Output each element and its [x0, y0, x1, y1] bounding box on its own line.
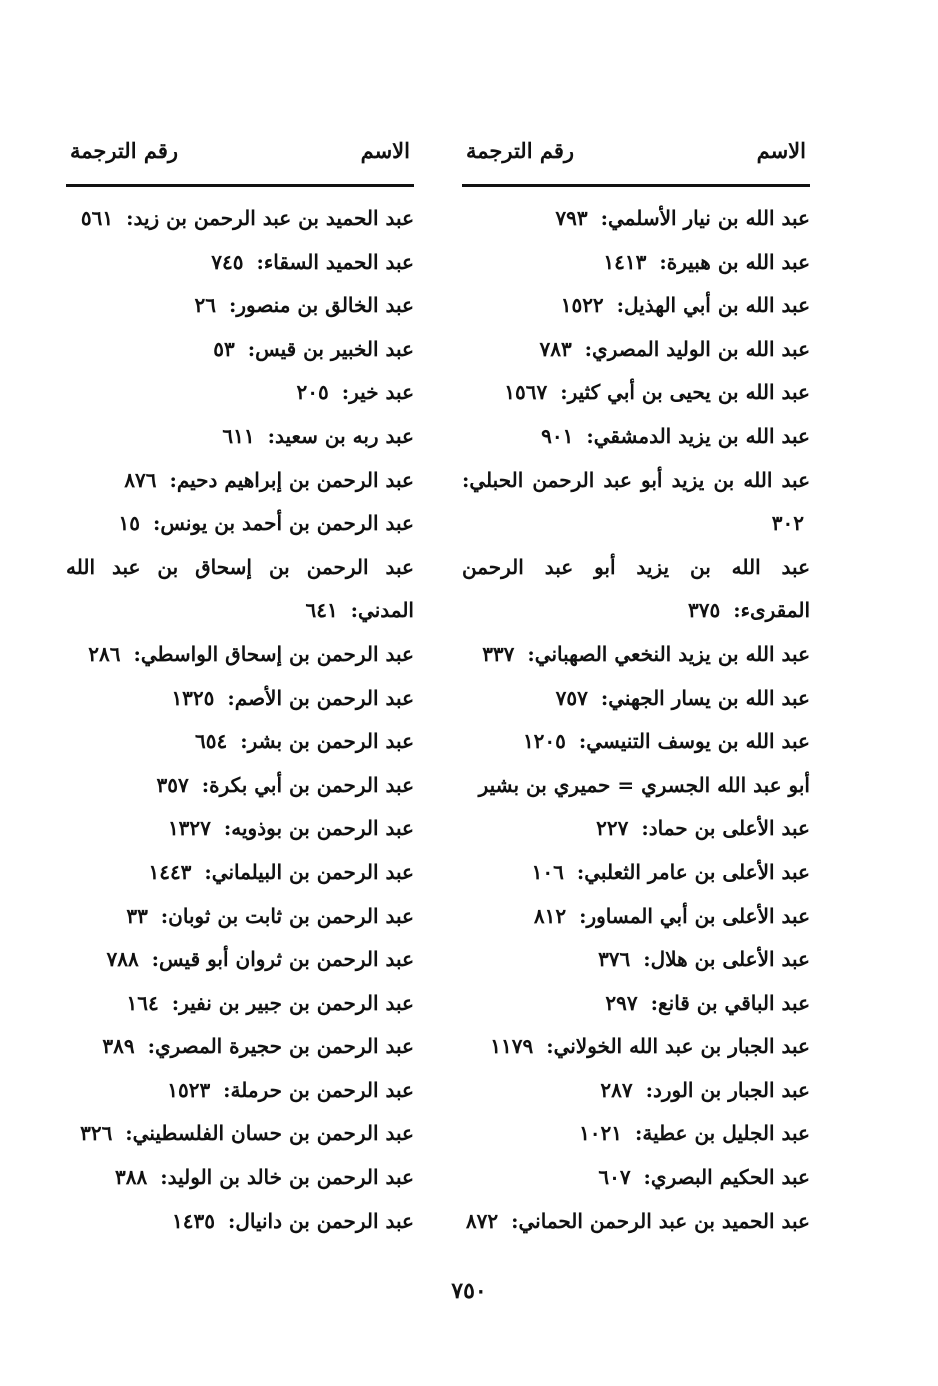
index-entry: [66, 328, 414, 372]
index-entry: [66, 677, 414, 721]
entry-name: عبد الرحمن بن جبير بن نفير:: [171, 990, 414, 1015]
entry-name: عبد الله بن يسار الجهني:: [600, 685, 810, 710]
entry-name: أبو عبد الله الجسري = حميري بن بشير: [478, 772, 810, 797]
index-entry: [462, 851, 810, 895]
entry-name: عبد الرحمن بن البيلماني:: [204, 859, 414, 884]
index-entry: [462, 938, 810, 982]
entry-number: ٣٠٢: [771, 511, 804, 536]
index-entry: [462, 807, 810, 851]
entry-number: ٣٣: [126, 903, 148, 928]
index-entry: [462, 415, 810, 459]
entry-number: ٢٨٦: [88, 641, 121, 666]
entry-name: عبد الرحمن بن إسحاق الواسطي:: [133, 641, 414, 666]
entry-number: ٣٨٨: [115, 1165, 148, 1190]
entry-number: ٨٧٢: [465, 1208, 499, 1233]
entry-name: عبد الله بن يوسف التنيسي:: [578, 729, 810, 754]
number-header: رقم الترجمة: [466, 138, 575, 163]
entry-number: ٧٥٧: [555, 685, 588, 710]
entry-number: ١٥٢٢: [560, 293, 604, 318]
entry-name: عبد الرحمن بن بوذويه:: [223, 816, 414, 841]
entry-number: ١٥٦٧: [504, 380, 548, 405]
index-entry: [66, 459, 414, 503]
entry-number: ١١٧٩: [490, 1034, 534, 1059]
entry-name: عبد الله بن نيار الأسلمي:: [600, 206, 810, 230]
entry-list: [462, 197, 810, 1243]
entry-name: عبد الأعلى بن هلال:: [643, 947, 810, 972]
column-header: [66, 138, 414, 172]
entry-name: عبد الرحمن بن أبي بكرة:: [201, 772, 414, 797]
entry-number: ٨١٢: [533, 903, 567, 928]
index-entry: [462, 459, 810, 546]
index-entry: [66, 1025, 414, 1069]
entry-number: ٧٨٨: [106, 947, 139, 972]
entry-name: عبد الخبير بن قيس:: [247, 336, 414, 361]
index-entry: [66, 895, 414, 939]
entry-number: ٢٢٧: [596, 816, 629, 841]
index-entry: [66, 546, 414, 633]
index-entry: [462, 546, 810, 633]
entry-number: ١٤١٣: [603, 249, 647, 274]
entry-name: عبد الرحمن بن أحمد بن يونس:: [152, 511, 414, 536]
entry-name: عبد الأعلى بن حماد:: [641, 816, 810, 841]
entry-number: ١٦٤: [126, 990, 159, 1015]
entry-name: عبد الله بن هبيرة:: [659, 249, 810, 274]
entry-number: ٣٧٦: [598, 947, 631, 972]
entry-number: ١٤٣٥: [172, 1208, 215, 1233]
index-entry: [462, 720, 810, 764]
entry-name: عبد الله بن الوليد المصري:: [584, 336, 810, 361]
entry-name: عبد الجليل بن عطية:: [635, 1121, 810, 1146]
index-entry: [66, 502, 414, 546]
entry-number: ٧٩٣: [555, 206, 588, 230]
index-entry: [462, 1200, 810, 1244]
entry-name: عبد الله بن يزيد النخعي الصهباني:: [527, 641, 810, 666]
entry-number: ١٠٢١: [579, 1121, 623, 1146]
entry-name: عبد الحكيم البصري:: [643, 1165, 810, 1190]
entry-name: عبد الرحمن بن بشر:: [240, 729, 414, 754]
index-entry: [66, 1112, 414, 1156]
index-entry: [462, 197, 810, 241]
entry-number: ٧٤٥: [211, 249, 244, 274]
entry-list: [66, 197, 414, 1243]
entry-name: عبد الله بن يحيى بن أبي كثير:: [560, 380, 810, 405]
entry-name: عبد الجبار بن الورد:: [645, 1077, 810, 1102]
entry-number: ٢٩٧: [605, 990, 638, 1015]
entry-number: ٣٧٥: [687, 598, 721, 623]
index-entry: [462, 371, 810, 415]
entry-number: ١٠٦: [531, 859, 564, 884]
index-entry: [66, 851, 414, 895]
index-entry: [462, 241, 810, 285]
entry-name: عبد الحميد بن عبد الرحمن بن زيد:: [126, 206, 414, 230]
entry-number: ٩٠١: [541, 423, 574, 448]
entry-number: ٨٧٦: [124, 467, 157, 492]
entry-name: عبد خير:: [341, 380, 414, 405]
entry-name: عبد الله بن يزيد أبو عبد الرحمن المقرىء:: [462, 554, 810, 623]
index-entry: [66, 764, 414, 808]
header-rule: [462, 184, 810, 187]
entry-name: عبد ربه بن سعيد:: [267, 423, 414, 448]
page-number: ٧٥٠: [451, 1278, 487, 1304]
index-entry: [66, 807, 414, 851]
entry-name: عبد الرحمن بن إبراهيم دحيم:: [169, 467, 414, 492]
index-entry: [66, 1069, 414, 1113]
entry-name: عبد الرحمن بن الأصم:: [227, 685, 414, 710]
entry-number: ٣٣٧: [482, 641, 515, 666]
index-entry: [462, 1069, 810, 1113]
index-entry: [462, 1112, 810, 1156]
index-entry: [462, 284, 810, 328]
index-entry: [462, 677, 810, 721]
entry-name: عبد الله بن أبي الهذيل:: [616, 293, 810, 318]
entry-number: ٦٥٤: [194, 729, 228, 754]
index-entry: [66, 415, 414, 459]
entry-number: ١٣٢٥: [171, 685, 215, 710]
index-entry: [66, 197, 414, 241]
name-header: الاسم: [756, 138, 806, 163]
index-entry: [462, 1025, 810, 1069]
entry-name: عبد الحميد السقاء:: [256, 249, 414, 274]
entry-name: عبد الله بن يزيد الدمشقي:: [586, 423, 810, 448]
index-entry: [66, 371, 414, 415]
name-header: الاسم: [360, 138, 410, 163]
entry-name: عبد الباقي بن قانع:: [650, 990, 810, 1015]
number-header: رقم الترجمة: [70, 138, 179, 163]
entry-name: عبد الخالق بن منصور:: [228, 293, 414, 318]
entry-number: ٣٥٧: [156, 772, 189, 797]
entry-number: ٧٨٣: [539, 336, 572, 361]
index-entry: [462, 895, 810, 939]
entry-number: ٣٨٩: [102, 1034, 135, 1059]
entry-name: عبد الرحمن بن ثابت بن ثوبان:: [160, 903, 414, 928]
index-entry: [66, 241, 414, 285]
index-entry: [66, 284, 414, 328]
index-entry: [462, 764, 810, 808]
entry-name: عبد الرحمن بن حرملة:: [223, 1077, 414, 1102]
entry-number: ١٥: [118, 511, 140, 536]
index-entry: [66, 982, 414, 1026]
index-entry: [66, 938, 414, 982]
entry-name: عبد الجبار بن عبد الله الخولاني:: [546, 1034, 810, 1059]
entry-number: ٦١١: [222, 423, 255, 448]
index-entry: [66, 1200, 414, 1244]
entry-number: ١٤٤٣: [148, 859, 192, 884]
entry-name: عبد الرحمن بن إسحاق بن عبد الله المدني:: [66, 554, 414, 623]
entry-number: ٥٣: [213, 336, 235, 361]
entry-number: ٢٦: [194, 293, 216, 318]
entry-name: عبد الأعلى بن أبي المساور:: [579, 903, 810, 928]
index-entry: [462, 633, 810, 677]
index-entry: [66, 1156, 414, 1200]
index-entry: [462, 328, 810, 372]
entry-number: ١٢٠٥: [522, 729, 566, 754]
entry-name: عبد الأعلى بن عامر الثعلبي:: [576, 859, 810, 884]
entry-number: ٢٠٥: [296, 380, 329, 405]
entry-number: ١٥٢٣: [167, 1077, 211, 1102]
entry-number: ٦٤١: [305, 598, 338, 623]
entry-number: ٢٨٧: [600, 1077, 633, 1102]
entry-number: ٦٠٧: [598, 1165, 631, 1190]
column-header: [462, 138, 810, 172]
entry-number: ٥٦١: [80, 206, 114, 230]
entry-name: عبد الرحمن بن دانيال:: [227, 1208, 414, 1233]
index-entry: [66, 633, 414, 677]
entry-name: عبد الحميد بن عبد الرحمن الحماني:: [511, 1208, 810, 1233]
entry-name: عبد الرحمن بن حجيرة المصري:: [147, 1034, 414, 1059]
header-rule: [66, 184, 414, 187]
index-entry: [462, 1156, 810, 1200]
entry-number: ٣٢٦: [80, 1121, 113, 1146]
entry-name: عبد الرحمن بن خالد بن الوليد:: [160, 1165, 414, 1190]
entry-number: ١٣٢٧: [167, 816, 211, 841]
entry-name: عبد الله بن يزيد أبو عبد الرحمن الحبلي:: [462, 467, 810, 492]
left-column: [66, 138, 414, 1243]
entry-name: عبد الرحمن بن ثروان أبو قيس:: [151, 947, 414, 972]
index-entry: [66, 720, 414, 764]
index-entry: [462, 982, 810, 1026]
entry-name: عبد الرحمن بن حسان الفلسطيني:: [125, 1121, 414, 1146]
right-column: [462, 138, 810, 1243]
